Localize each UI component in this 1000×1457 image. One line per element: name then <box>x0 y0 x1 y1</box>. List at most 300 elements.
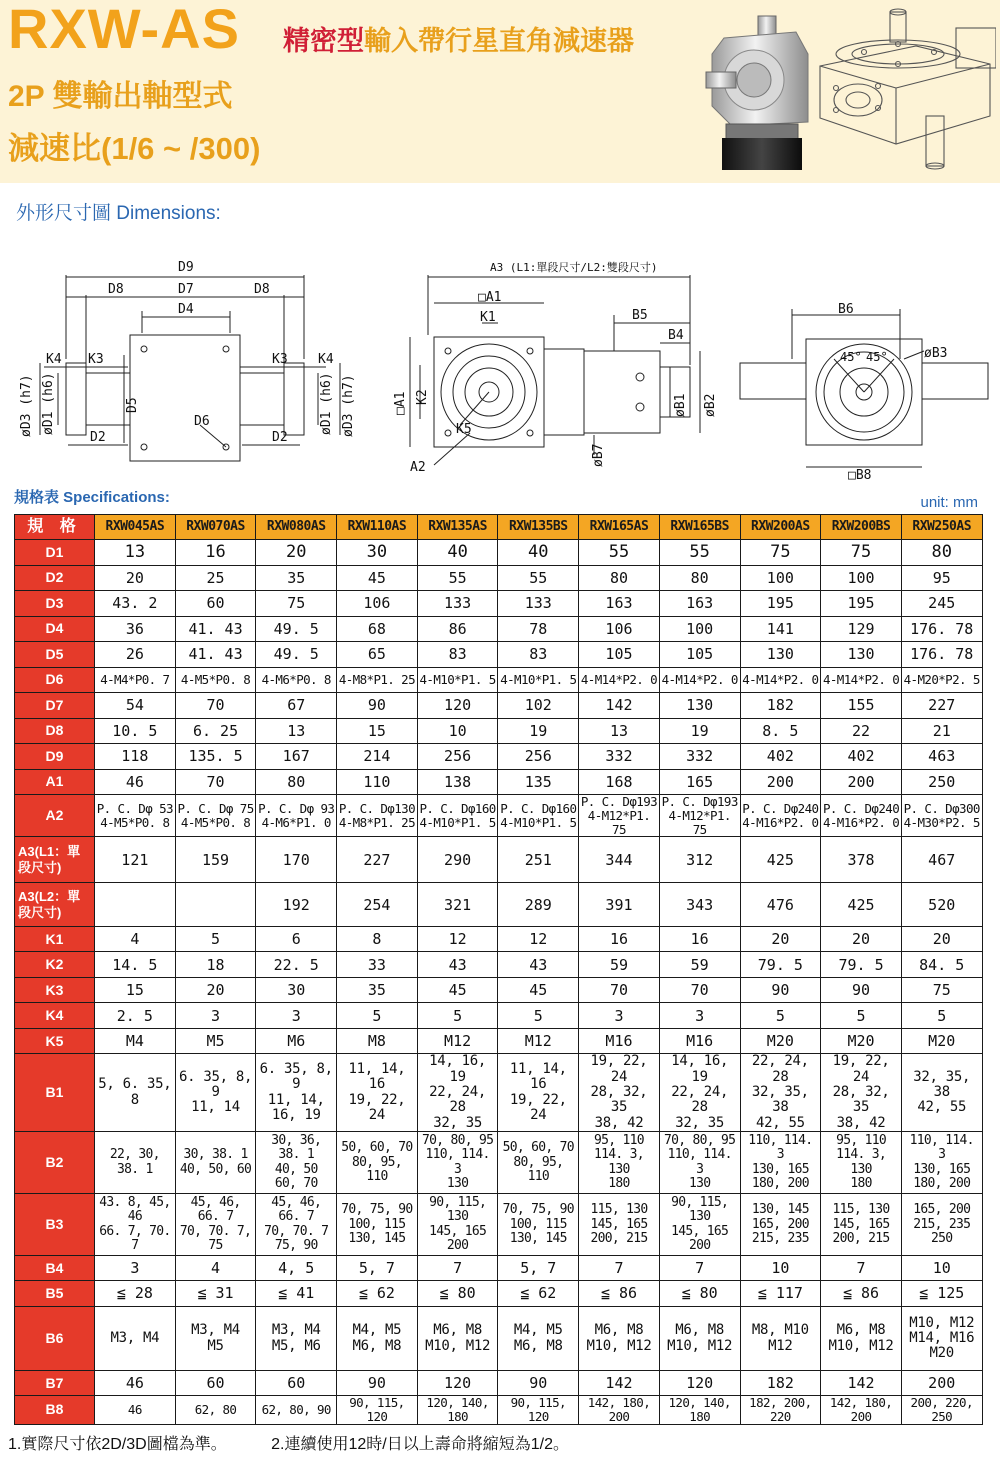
table-cell: 5 <box>175 927 256 952</box>
table-cell: 20 <box>256 540 337 566</box>
table-cell: M20 <box>901 1029 982 1054</box>
table-cell: 60 <box>175 1371 256 1396</box>
dimension-drawings <box>0 255 1000 485</box>
table-cell: 80 <box>256 770 337 795</box>
table-cell: 90 <box>337 693 418 719</box>
table-cell: ≦ 80 <box>417 1281 498 1307</box>
table-cell: 33 <box>337 952 418 978</box>
table-row <box>15 770 983 795</box>
table-cell: 425 <box>740 837 821 883</box>
label-od1: øD1 (h6) <box>41 372 56 435</box>
table-cell: 70 <box>659 978 740 1003</box>
table-cell: 70 <box>175 770 256 795</box>
model-header: RXW110AS <box>337 515 418 540</box>
table-cell: 182 <box>740 693 821 719</box>
table-cell: 200, 220, 250 <box>901 1396 982 1425</box>
table-cell: 60 <box>256 1371 337 1396</box>
table-cell: 15 <box>95 978 176 1003</box>
table-cell: 251 <box>498 837 579 883</box>
gearbox-3d-drawing <box>806 6 996 180</box>
label-ob1: øB1 <box>673 393 688 417</box>
table-row <box>15 1371 983 1396</box>
table-cell: M6, M8 M10, M12 <box>821 1307 902 1371</box>
ratio-title: 減速比(1/6 ~ /300) <box>8 131 261 166</box>
table-cell: 75 <box>740 540 821 566</box>
table-cell: 25 <box>175 566 256 591</box>
table-cell: 4-M5*P0. 8 <box>175 668 256 693</box>
table-cell: 391 <box>579 883 660 927</box>
table-cell: 16 <box>175 540 256 566</box>
table-row <box>15 927 983 952</box>
table-cell: M16 <box>579 1029 660 1054</box>
table-cell: 10 <box>740 1256 821 1281</box>
table-cell <box>95 883 176 927</box>
table-cell: 22. 5 <box>256 952 337 978</box>
table-cell: 5, 7 <box>498 1256 579 1281</box>
table-cell: 43 <box>417 952 498 978</box>
table-cell: 6. 35, 8, 9 11, 14 <box>175 1054 256 1132</box>
table-cell: 67 <box>256 693 337 719</box>
table-cell: 110, 114. 3 130, 165 180, 200 <box>740 1132 821 1194</box>
table-cell: 5 <box>901 1003 982 1029</box>
table-cell: 45, 46, 66. 7 70, 70. 7 75, 90 <box>256 1194 337 1256</box>
unit-label: unit: mm <box>920 494 978 511</box>
label-b6: B6 <box>838 302 854 317</box>
table-cell: 13 <box>579 719 660 744</box>
table-cell: 245 <box>901 591 982 617</box>
table-row <box>15 540 983 566</box>
table-cell: 115, 130 145, 165 200, 215 <box>579 1194 660 1256</box>
table-cell: 476 <box>740 883 821 927</box>
label-d6: D6 <box>194 414 210 429</box>
subtitle-description: 輸入帶行星直角減速器 <box>364 26 634 56</box>
table-cell: 68 <box>337 617 418 642</box>
model-header: RXW200BS <box>821 515 902 540</box>
table-cell: 170 <box>256 837 337 883</box>
table-cell: ≦ 80 <box>659 1281 740 1307</box>
table-cell: 4-M14*P2. 0 <box>659 668 740 693</box>
table-cell: 5 <box>417 1003 498 1029</box>
table-cell: 21 <box>901 719 982 744</box>
label-k4: K4 <box>46 352 62 367</box>
table-cell: M12 <box>498 1029 579 1054</box>
table-cell: 70, 80, 95 110, 114. 3 130 <box>659 1132 740 1194</box>
table-cell: 10 <box>901 1256 982 1281</box>
table-cell: 90, 115, 120 <box>337 1396 418 1425</box>
table-cell <box>175 883 256 927</box>
row-label: D7 <box>15 693 95 719</box>
table-cell: 18 <box>175 952 256 978</box>
table-cell: 20 <box>95 566 176 591</box>
table-row <box>15 1029 983 1054</box>
table-cell: 5 <box>740 1003 821 1029</box>
table-cell: M3, M4 M5, M6 <box>256 1307 337 1371</box>
table-cell: 80 <box>579 566 660 591</box>
table-cell: 200 <box>740 770 821 795</box>
table-cell: 4-M4*P0. 7 <box>95 668 176 693</box>
label-d9: D9 <box>178 260 194 275</box>
row-label: B5 <box>15 1281 95 1307</box>
table-cell: 8 <box>337 927 418 952</box>
table-cell: 138 <box>417 770 498 795</box>
table-cell: 45, 46, 66. 7 70, 70. 7, 75 <box>175 1194 256 1256</box>
table-cell: 35 <box>256 566 337 591</box>
table-cell: 425 <box>821 883 902 927</box>
row-label: D4 <box>15 617 95 642</box>
table-cell: P. C. Dφ 93 4-M6*P1. 0 <box>256 795 337 837</box>
table-cell: 41. 43 <box>175 642 256 668</box>
table-cell: 100 <box>740 566 821 591</box>
row-label: B6 <box>15 1307 95 1371</box>
table-cell: 102 <box>498 693 579 719</box>
table-row <box>15 883 983 927</box>
label-od3: øD3 (h7) <box>19 374 34 437</box>
table-cell: 155 <box>821 693 902 719</box>
table-cell: 195 <box>821 591 902 617</box>
row-label: A1 <box>15 770 95 795</box>
footnotes <box>8 1434 609 1456</box>
table-cell: 10. 5 <box>95 719 176 744</box>
table-cell: M8 <box>337 1029 418 1054</box>
table-cell: ≦ 86 <box>579 1281 660 1307</box>
table-row <box>15 668 983 693</box>
table-cell: P. C. Dφ160 4-M10*P1. 5 <box>417 795 498 837</box>
table-cell: M16 <box>659 1029 740 1054</box>
label-d2: D2 <box>272 430 288 445</box>
label-k4: K4 <box>318 352 334 367</box>
table-cell: 4 <box>175 1256 256 1281</box>
table-cell: P. C. Dφ240 4-M16*P2. 0 <box>740 795 821 837</box>
model-header: RXW135AS <box>417 515 498 540</box>
table-cell: 4-M14*P2. 0 <box>821 668 902 693</box>
table-cell: 4-M20*P2. 5 <box>901 668 982 693</box>
table-cell: 3 <box>175 1003 256 1029</box>
label-a3: A3 (L1:單段尺寸/L2:雙段尺寸) <box>490 261 658 274</box>
table-cell: 7 <box>579 1256 660 1281</box>
table-cell: M8, M10 M12 <box>740 1307 821 1371</box>
table-cell: 95 <box>901 566 982 591</box>
row-label: D8 <box>15 719 95 744</box>
table-cell: 45 <box>498 978 579 1003</box>
table-cell: 32, 35, 38 42, 55 <box>901 1054 982 1132</box>
table-cell: 163 <box>659 591 740 617</box>
table-cell: 30 <box>337 540 418 566</box>
table-cell: 130 <box>659 693 740 719</box>
table-cell: 165, 200 215, 235 250 <box>901 1194 982 1256</box>
label-k5: K5 <box>456 422 472 437</box>
table-cell: 3 <box>579 1003 660 1029</box>
table-cell: 227 <box>337 837 418 883</box>
table-cell: 176. 78 <box>901 642 982 668</box>
label-k3: K3 <box>272 352 288 367</box>
table-cell: 70, 75, 90 100, 115 130, 145 <box>498 1194 579 1256</box>
table-cell: 15 <box>337 719 418 744</box>
table-cell: 135 <box>498 770 579 795</box>
table-cell: 133 <box>417 591 498 617</box>
table-cell: 7 <box>417 1256 498 1281</box>
table-cell: 105 <box>579 642 660 668</box>
table-cell: 65 <box>337 642 418 668</box>
table-cell: 3 <box>256 1003 337 1029</box>
table-cell: 19 <box>659 719 740 744</box>
label-b8: □B8 <box>848 468 872 483</box>
table-cell: 4-M8*P1. 25 <box>337 668 418 693</box>
label-a2: A2 <box>410 460 426 475</box>
table-cell: 332 <box>579 744 660 770</box>
table-cell: 6 <box>256 927 337 952</box>
table-cell: P. C. Dφ193 4-M12*P1. 75 <box>659 795 740 837</box>
table-cell: 4-M10*P1. 5 <box>417 668 498 693</box>
label-b4: B4 <box>668 328 684 343</box>
table-cell: 11, 14, 16 19, 22, 24 <box>337 1054 418 1132</box>
table-cell: 46 <box>95 1371 176 1396</box>
table-cell: 4-M10*P1. 5 <box>498 668 579 693</box>
header-spec-label: 規 格 <box>15 515 95 540</box>
table-cell: 176. 78 <box>901 617 982 642</box>
table-cell: 4 <box>95 927 176 952</box>
row-label: B1 <box>15 1054 95 1132</box>
table-cell: 130 <box>740 642 821 668</box>
table-cell: ≦ 31 <box>175 1281 256 1307</box>
label-b5: B5 <box>632 308 648 323</box>
model-header: RXW200AS <box>740 515 821 540</box>
table-cell: 142, 180, 200 <box>579 1396 660 1425</box>
table-cell: 182 <box>740 1371 821 1396</box>
table-cell: 19, 22, 24 28, 32, 35 38, 42 <box>579 1054 660 1132</box>
table-cell: 45 <box>417 978 498 1003</box>
table-cell: M6, M8 M10, M12 <box>659 1307 740 1371</box>
table-cell: M6, M8 M10, M12 <box>417 1307 498 1371</box>
table-cell: 36 <box>95 617 176 642</box>
table-cell: 90 <box>498 1371 579 1396</box>
table-cell: 75 <box>821 540 902 566</box>
table-cell: 43. 8, 45, 46 66. 7, 70. 7 <box>95 1194 176 1256</box>
table-cell: 378 <box>821 837 902 883</box>
table-cell: 11, 14, 16 19, 22, 24 <box>498 1054 579 1132</box>
table-cell: 46 <box>95 1396 176 1425</box>
table-row <box>15 952 983 978</box>
table-cell: 289 <box>498 883 579 927</box>
table-cell: 118 <box>95 744 176 770</box>
row-label: B8 <box>15 1396 95 1425</box>
table-cell: 14, 16, 19 22, 24, 28 32, 35 <box>659 1054 740 1132</box>
table-cell: 62, 80, 90 <box>256 1396 337 1425</box>
label-d2: D2 <box>90 430 106 445</box>
table-cell: 79. 5 <box>740 952 821 978</box>
table-cell: 321 <box>417 883 498 927</box>
table-row <box>15 1256 983 1281</box>
label-a1-side: □A1 <box>393 391 408 415</box>
table-cell: 256 <box>498 744 579 770</box>
table-cell: 19 <box>498 719 579 744</box>
table-cell: 6. 35, 8, 9 11, 14, 16, 19 <box>256 1054 337 1132</box>
table-cell: 129 <box>821 617 902 642</box>
label-d7: D7 <box>178 282 194 297</box>
table-cell: 22, 30, 38. 1 <box>95 1132 176 1194</box>
table-cell: 50, 60, 70 80, 95, 110 <box>337 1132 418 1194</box>
table-cell: 95, 110 114. 3, 130 180 <box>821 1132 902 1194</box>
table-cell: 19, 22, 24 28, 32, 35 38, 42 <box>821 1054 902 1132</box>
subtitle-precision: 精密型 <box>283 26 364 56</box>
table-cell: P. C. Dφ130 4-M8*P1. 25 <box>337 795 418 837</box>
table-cell: 343 <box>659 883 740 927</box>
table-header-row <box>15 515 983 540</box>
row-label: B2 <box>15 1132 95 1194</box>
table-cell: 30 <box>256 978 337 1003</box>
table-row <box>15 795 983 837</box>
table-row <box>15 1132 983 1194</box>
table-cell: 100 <box>821 566 902 591</box>
table-cell: 142 <box>579 1371 660 1396</box>
table-cell: 120 <box>659 1371 740 1396</box>
model-header: RXW080AS <box>256 515 337 540</box>
table-cell: M3, M4 <box>95 1307 176 1371</box>
table-cell: 10 <box>417 719 498 744</box>
label-k3: K3 <box>88 352 104 367</box>
note-1: 1.實際尺寸依2D/3D圖檔為準。 <box>8 1436 227 1453</box>
row-label: K5 <box>15 1029 95 1054</box>
label-ob2: øB2 <box>703 393 718 417</box>
table-cell: 8. 5 <box>740 719 821 744</box>
table-cell: P. C. Dφ300 4-M30*P2. 5 <box>901 795 982 837</box>
end-view-drawing <box>740 309 988 467</box>
table-cell: ≦ 86 <box>821 1281 902 1307</box>
table-cell: 75 <box>256 591 337 617</box>
table-row <box>15 1307 983 1371</box>
table-cell: 133 <box>498 591 579 617</box>
model-header: RXW165AS <box>579 515 660 540</box>
label-d8: D8 <box>108 282 124 297</box>
front-view-drawing <box>410 275 700 465</box>
table-cell: M4, M5 M6, M8 <box>337 1307 418 1371</box>
label-d5: D5 <box>125 397 140 413</box>
table-row <box>15 978 983 1003</box>
table-cell: ≦ 41 <box>256 1281 337 1307</box>
table-cell: 40 <box>498 540 579 566</box>
table-cell: 163 <box>579 591 660 617</box>
table-cell: P. C. Dφ160 4-M10*P1. 5 <box>498 795 579 837</box>
table-cell: M12 <box>417 1029 498 1054</box>
table-cell: 7 <box>821 1256 902 1281</box>
model-header: RXW250AS <box>901 515 982 540</box>
table-cell: 60 <box>175 591 256 617</box>
table-cell: 4-M6*P0. 8 <box>256 668 337 693</box>
table-cell: 90, 115, 130 145, 165 200 <box>659 1194 740 1256</box>
table-row <box>15 744 983 770</box>
table-cell: 4-M14*P2. 0 <box>579 668 660 693</box>
specifications-title: 規格表 Specifications: <box>14 489 170 506</box>
label-45-right: 45° <box>866 350 888 364</box>
model-header: RXW135BS <box>498 515 579 540</box>
table-cell: 165 <box>659 770 740 795</box>
table-cell: 110, 114. 3 130, 165 180, 200 <box>901 1132 982 1194</box>
table-row <box>15 591 983 617</box>
table-cell: 49. 5 <box>256 617 337 642</box>
table-cell: 83 <box>498 642 579 668</box>
table-cell: 80 <box>901 540 982 566</box>
table-cell: 20 <box>740 927 821 952</box>
table-cell: 520 <box>901 883 982 927</box>
row-label: D2 <box>15 566 95 591</box>
table-cell: 70 <box>175 693 256 719</box>
table-cell: 35 <box>337 978 418 1003</box>
table-cell: 100 <box>659 617 740 642</box>
row-label: K1 <box>15 927 95 952</box>
table-cell: 332 <box>659 744 740 770</box>
row-label: B3 <box>15 1194 95 1256</box>
table-cell: P. C. Dφ193 4-M12*P1. 75 <box>579 795 660 837</box>
table-cell: 13 <box>95 540 176 566</box>
table-cell: M5 <box>175 1029 256 1054</box>
label-a1: □A1 <box>478 290 502 305</box>
table-cell: 5, 6. 35, 8 <box>95 1054 176 1132</box>
table-cell: 43 <box>498 952 579 978</box>
table-cell: 168 <box>579 770 660 795</box>
table-cell: 90, 115, 130 145, 165 200 <box>417 1194 498 1256</box>
table-cell: 90 <box>821 978 902 1003</box>
row-label: D5 <box>15 642 95 668</box>
table-row <box>15 693 983 719</box>
table-cell: 80 <box>659 566 740 591</box>
row-label: D6 <box>15 668 95 693</box>
table-cell: 195 <box>740 591 821 617</box>
table-cell: 83 <box>417 642 498 668</box>
table-cell: 90, 115, 120 <box>498 1396 579 1425</box>
table-cell: 312 <box>659 837 740 883</box>
row-label: B7 <box>15 1371 95 1396</box>
table-cell: 70, 80, 95 110, 114. 3 130 <box>417 1132 498 1194</box>
table-cell: 200 <box>901 1371 982 1396</box>
table-cell: 95, 110 114. 3, 130 180 <box>579 1132 660 1194</box>
table-cell: 14, 16, 19 22, 24, 28 32, 35 <box>417 1054 498 1132</box>
table-cell: 167 <box>256 744 337 770</box>
table-row <box>15 617 983 642</box>
table-cell: 120 <box>417 1371 498 1396</box>
table-cell: 4-M14*P2. 0 <box>740 668 821 693</box>
table-cell: 130, 145 165, 200 215, 235 <box>740 1194 821 1256</box>
table-cell: M20 <box>740 1029 821 1054</box>
table-cell: 30, 38. 1 40, 50, 60 <box>175 1132 256 1194</box>
output-type-title: 2P 雙輸出軸型式 <box>8 80 233 113</box>
table-cell: 463 <box>901 744 982 770</box>
table-cell: 55 <box>659 540 740 566</box>
table-cell: 121 <box>95 837 176 883</box>
table-cell: 254 <box>337 883 418 927</box>
row-label: K3 <box>15 978 95 1003</box>
label-ob7: øB7 <box>591 443 606 467</box>
table-cell: 78 <box>498 617 579 642</box>
table-cell: 192 <box>256 883 337 927</box>
table-cell: 402 <box>821 744 902 770</box>
table-cell: 54 <box>95 693 176 719</box>
table-cell: 20 <box>821 927 902 952</box>
table-cell: 214 <box>337 744 418 770</box>
label-k1: K1 <box>480 310 496 325</box>
row-label: A3(L2：單段尺寸) <box>15 883 95 927</box>
label-od1: øD1 (h6) <box>319 372 334 435</box>
table-cell: 45 <box>337 566 418 591</box>
table-cell: 106 <box>337 591 418 617</box>
table-cell: 120 <box>417 693 498 719</box>
label-od3: øD3 (h7) <box>341 374 356 437</box>
table-cell: 130 <box>821 642 902 668</box>
table-cell: 4, 5 <box>256 1256 337 1281</box>
table-cell: 467 <box>901 837 982 883</box>
table-row <box>15 1281 983 1307</box>
table-cell: 3 <box>95 1256 176 1281</box>
table-cell: M4, M5 M6, M8 <box>498 1307 579 1371</box>
table-cell: 86 <box>417 617 498 642</box>
